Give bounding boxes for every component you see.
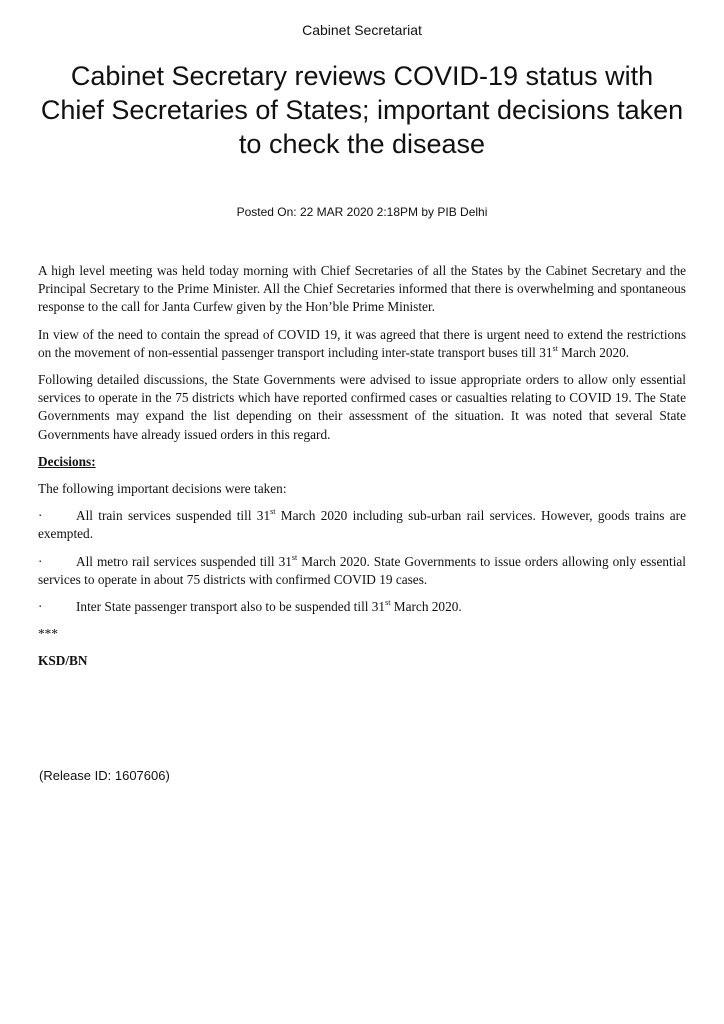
- paragraph-discussions: Following detailed discussions, the State Governments were advised to issue appropriate orders to allow only essential services to operate in the 75 districts which have reported confirmed cases or casualties relating to COVID 19. The State Governments may expand the list depending on their assessment of the situation. It was noted that several State Governments have already issued orders in this regard.: [38, 372, 686, 442]
- decision-text: All train services suspended till 31: [76, 508, 271, 524]
- decision-item: [38, 598, 686, 616]
- release-body: [38, 262, 686, 680]
- paragraph-meeting: A high level meeting was held today morning with Chief Secretaries of all the States by the Cabinet Secretary and the Principal Secretary to the Prime Minister. All the Chief Secretaries informed that there is overwhelming and spontaneous response to the call for Janta Curfew given by the Hon’ble Prime Minister.: [38, 263, 686, 315]
- decision-text-rest: March 2020. State Governments to issue orders allowing only essential services to operate in about 75 districts with confirmed COVID 19 cases.: [38, 553, 686, 587]
- ordinal-suffix: st: [552, 343, 558, 353]
- ordinal-suffix: st: [270, 507, 276, 517]
- bullet-icon: ·: [38, 553, 43, 569]
- bullet-icon: ·: [38, 599, 43, 615]
- posted-on: Posted On: 22 MAR 2020 2:18PM by PIB Delhi: [236, 205, 488, 219]
- release-id: (Release ID: 1607606): [39, 768, 170, 783]
- paragraph-restrictions: [38, 326, 686, 362]
- ordinal-suffix: st: [291, 552, 298, 562]
- page-title: Cabinet Secretary reviews COVID-19 status with Chief Secretaries of States; important decisions taken to check the disease: [40, 61, 684, 159]
- decisions-intro: The following important decisions were taken:: [38, 481, 287, 497]
- decision-item: [38, 507, 686, 543]
- paragraph-restrictions-date: March 2020.: [557, 344, 630, 360]
- ministry-name: Cabinet Secretariat: [302, 22, 422, 38]
- paragraph-restrictions-text: In view of the need to contain the spread of COVID 19, it was agreed that there is urgent need to extend the restrictions on the movement of non-essential passenger transport including inter-state transport buses till 31: [38, 326, 686, 360]
- decision-text-rest: March 2020.: [390, 599, 462, 615]
- initials: KSD/BN: [38, 653, 88, 669]
- separator-stars: ***: [38, 626, 58, 642]
- decisions-heading: Decisions:: [38, 453, 96, 469]
- decision-text-rest: March 2020 including sub-urban rail services. However, goods trains are exempted.: [38, 508, 686, 542]
- decision-text: All metro rail services suspended till 31: [76, 553, 292, 569]
- decision-item: [38, 553, 686, 589]
- bullet-icon: ·: [38, 508, 43, 524]
- ordinal-suffix: st: [385, 598, 391, 608]
- decision-text: Inter State passenger transport also to be suspended till 31: [76, 599, 386, 615]
